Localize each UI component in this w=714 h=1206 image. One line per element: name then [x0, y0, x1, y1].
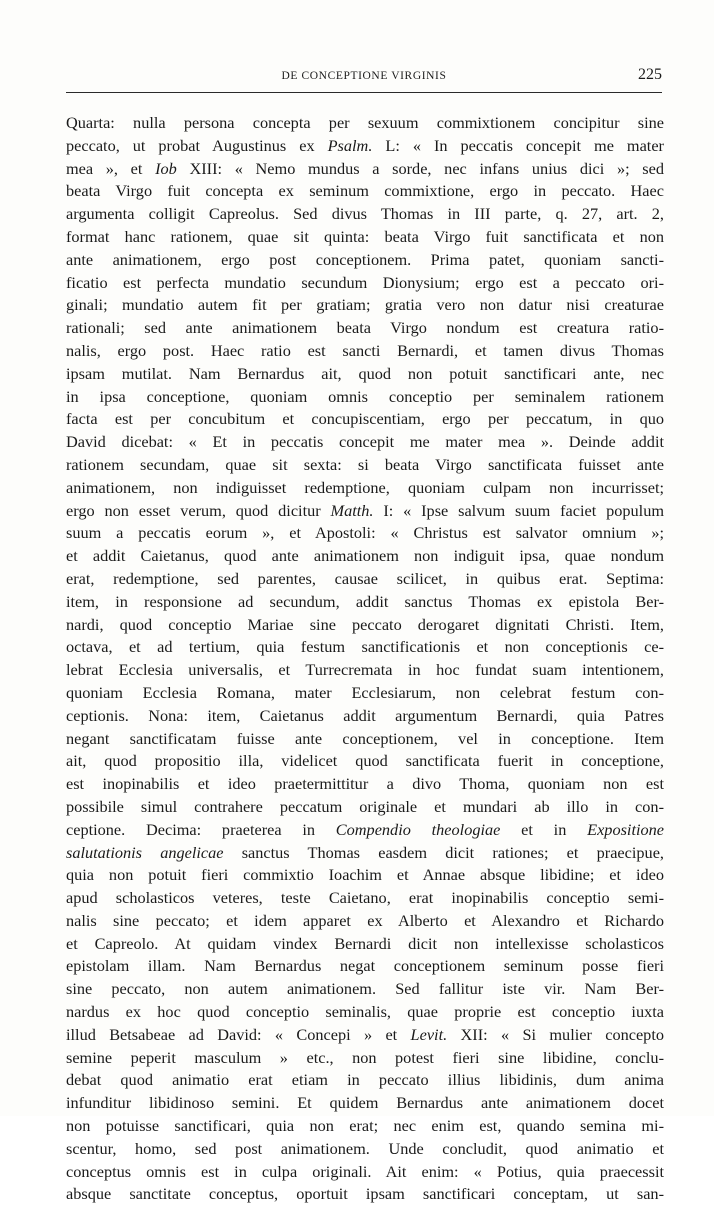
text-line: ait, quod propositio illa, videlicet quod sanctificata fuerit in conceptione,	[66, 751, 664, 771]
text-line: nalis, ergo post. Haec ratio est sancti Bernardi, et tamen divus Thomas	[66, 340, 664, 360]
header-rule	[66, 92, 662, 93]
text-line: possibile simul contrahere peccatum originale et mundari ab illo in con-	[66, 796, 664, 816]
text-line: item, in responsione ad secundum, addit sanctus Thomas ex epistola Ber-	[66, 591, 664, 611]
text-line: rationali; sed ante animationem beata Virgo nondum est creatura ratio-	[66, 318, 664, 338]
text-line: in ipsa conceptione, quoniam omnis conceptio per seminalem rationem	[66, 386, 664, 406]
text-line: animationem, non indiguisset redemptione, quoniam culpam non incurrisset;	[66, 477, 664, 497]
text-line: non potuisse sanctificari, quia non erat; nec enim est, quando semina mi-	[66, 1116, 664, 1136]
text-line: octava, et ad tertium, quia festum sanctificationis et non conceptionis ce-	[66, 637, 664, 657]
body-text	[66, 112, 664, 1206]
text-line: quia non potuit fieri commixtio Ioachim et Annae absque libidine; et ideo	[66, 865, 664, 885]
text-line: illud Betsabeae ad David: « Concepi » et Levit. XII: « Si mulier concepto	[66, 1024, 664, 1044]
text-line: scentur, homo, sed post animationem. Unde concludit, quod animatio et	[66, 1138, 664, 1158]
text-line: argumenta colligit Capreolus. Sed divus Thomas in III parte, q. 27, art. 2,	[66, 204, 664, 224]
running-title: DE CONCEPTIONE VIRGINIS	[281, 70, 447, 82]
text-line: beata Virgo fuit concepta ex seminum commixtione, ergo in peccato. Haec	[66, 181, 664, 201]
text-line: semine peperit masculum » etc., non potest fieri sine libidine, conclu-	[66, 1047, 664, 1067]
text-line: peccato, ut probat Augustinus ex Psalm. L: « In peccatis concepit me mater	[66, 135, 664, 155]
text-line: et Capreolo. At quidam vindex Bernardi dicit non intellexisse scholasticos	[66, 933, 664, 953]
text-line: quoniam Ecclesia Romana, mater Ecclesiarum, non celebrat festum con-	[66, 682, 664, 702]
text-line: ergo non esset verum, quod dicitur Matth. I: « Ipse salvum suum faciet populum	[66, 500, 664, 520]
text-line: infunditur libidinoso semini. Et quidem Bernardus ante animationem docet	[66, 1093, 664, 1113]
text-line: est inopinabilis et ideo praetermittitur a divo Thoma, quoniam non est	[66, 774, 664, 794]
text-line: et addit Caietanus, quod ante animationem non indiguit ipsa, quae nondum	[66, 546, 664, 566]
running-head	[66, 66, 662, 90]
text-line: salutationis angelicae sanctus Thomas easdem dicit rationes; et praecipue,	[66, 842, 664, 862]
text-line: lebrat Ecclesia universalis, et Turrecremata in hoc fundat suam intentionem,	[66, 660, 664, 680]
text-line: Quarta: nulla persona concepta per sexuum commixtionem concipitur sine	[66, 113, 664, 132]
text-line: debat quod animatio erat etiam in peccato illius libidinis, dum anima	[66, 1070, 664, 1090]
text-line: epistolam illam. Nam Bernardus negat conceptionem seminum posse fieri	[66, 956, 664, 976]
text-line: ipsam mutilat. Nam Bernardus ait, quod non potuit sanctificari ante, nec	[66, 363, 664, 383]
text-line: sine peccato, non autem animationem. Sed fallitur iste vir. Nam Ber-	[66, 979, 664, 999]
text-line: erat, redemptione, sed parentes, causae scilicet, in quibus erat. Septima:	[66, 568, 664, 588]
text-line: apud scholasticos veteres, teste Caietano, erat inopinabilis conceptio semi-	[66, 888, 664, 908]
text-line: ficatio est perfecta mundatio secundum Dionysium; ergo est a peccato ori-	[66, 272, 664, 292]
text-line: mea », et Iob XIII: « Nemo mundus a sorde, nec infans unius dici »; sed	[66, 158, 664, 178]
text-line: rationem secundam, quae sit sexta: si beata Virgo sanctificata fuisset ante	[66, 454, 664, 474]
text-line: conceptus omnis est in culpa originali. Ait enim: « Potius, quia praecessit	[66, 1161, 664, 1181]
text-line: ante animationem, ergo post conceptionem. Prima patet, quoniam sancti-	[66, 249, 664, 269]
text-line: format hanc rationem, quae sit quinta: beata Virgo fuit sanctificata et non	[66, 226, 664, 246]
text-line: nalis sine peccato; et idem apparet ex Alberto et Alexandro et Richardo	[66, 910, 664, 930]
text-line: nardus ex hoc quod conceptio seminalis, quae proprie est conceptio iuxta	[66, 1002, 664, 1022]
text-line: negant sanctificatam fuisse ante conceptionem, vel in conceptione. Item	[66, 728, 664, 748]
text-line: ceptionis. Nona: item, Caietanus addit argumentum Bernardi, quia Patres	[66, 705, 664, 725]
text-line: absque sanctitate conceptus, oportuit ipsam sanctificari conceptam, ut san-	[66, 1184, 664, 1204]
text-line: suum a peccatis eorum », et Apostoli: « Christus est salvator omnium »;	[66, 523, 664, 543]
text-line: David dicebat: « Et in peccatis concepit me mater mea ». Deinde addit	[66, 432, 664, 452]
text-line: nardi, quod conceptio Mariae sine peccato derogaret dignitati Christi. Item,	[66, 614, 664, 634]
page-number: 225	[638, 66, 662, 83]
text-line: facta est per concubitum et concupiscentiam, ergo per peccatum, in quo	[66, 409, 664, 429]
text-line: ginali; mundatio autem fit per gratiam; gratia vero non datur nisi creaturae	[66, 295, 664, 315]
text-line: ceptione. Decima: praeterea in Compendio theologiae et in Expositione	[66, 819, 664, 839]
